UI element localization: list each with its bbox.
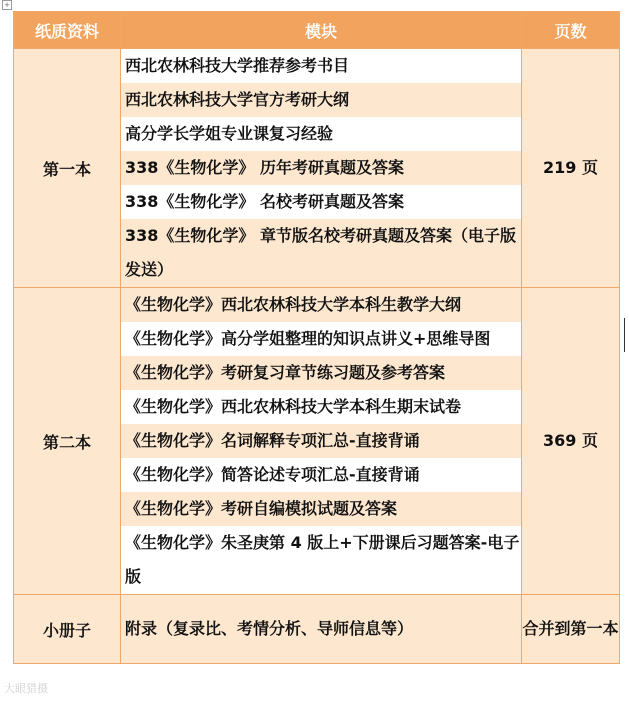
section-row-book-one (14, 49, 620, 288)
list-item: 西北农林科技大学推荐参考书目 (121, 49, 521, 83)
header-module: 模块 (121, 12, 522, 49)
section-items (121, 49, 522, 288)
list-item: 《生物化学》西北农林科技大学本科生期末试卷 (121, 390, 521, 424)
text-cursor (624, 318, 625, 352)
list-item: 西北农林科技大学官方考研大纲 (121, 83, 521, 117)
list-item: 338《生物化学》 章节版名校考研真题及答案（电子版发送） (121, 219, 521, 287)
header-page-count: 页数 (522, 12, 620, 49)
list-item: 《生物化学》考研自编模拟试题及答案 (121, 492, 521, 526)
section-label: 第一本 (14, 49, 121, 288)
section-label: 第二本 (14, 288, 121, 595)
list-item: 《生物化学》简答论述专项汇总-直接背诵 (121, 458, 521, 492)
section-row-book-two (14, 288, 620, 595)
materials-table (13, 11, 620, 664)
page-count: 合并到第一本 (522, 595, 620, 664)
list-item: 《生物化学》朱圣庚第 4 版上+下册课后习题答案-电子版 (121, 526, 521, 594)
page-count: 219 页 (522, 49, 620, 288)
list-item: 338《生物化学》 历年考研真题及答案 (121, 151, 521, 185)
section-items (121, 288, 522, 595)
section-label: 小册子 (14, 595, 121, 664)
list-item: 《生物化学》名词解释专项汇总-直接背诵 (121, 424, 521, 458)
list-item: 《生物化学》西北农林科技大学本科生教学大纲 (121, 288, 521, 322)
watermark: 大眼猎摄 (4, 682, 48, 695)
page-count: 369 页 (522, 288, 620, 595)
list-item: 高分学长学姐专业课复习经验 (121, 117, 521, 151)
list-item: 338《生物化学》 名校考研真题及答案 (121, 185, 521, 219)
section-items (121, 595, 522, 664)
move-handle-icon[interactable]: + (2, 0, 12, 10)
list-item: 附录（复录比、考情分析、导师信息等） (121, 595, 521, 663)
list-item: 《生物化学》考研复习章节练习题及参考答案 (121, 356, 521, 390)
header-paper-materials: 纸质资料 (14, 12, 121, 49)
header-row (14, 12, 620, 49)
section-row-booklet (14, 595, 620, 664)
list-item: 《生物化学》高分学姐整理的知识点讲义+思维导图 (121, 322, 521, 356)
